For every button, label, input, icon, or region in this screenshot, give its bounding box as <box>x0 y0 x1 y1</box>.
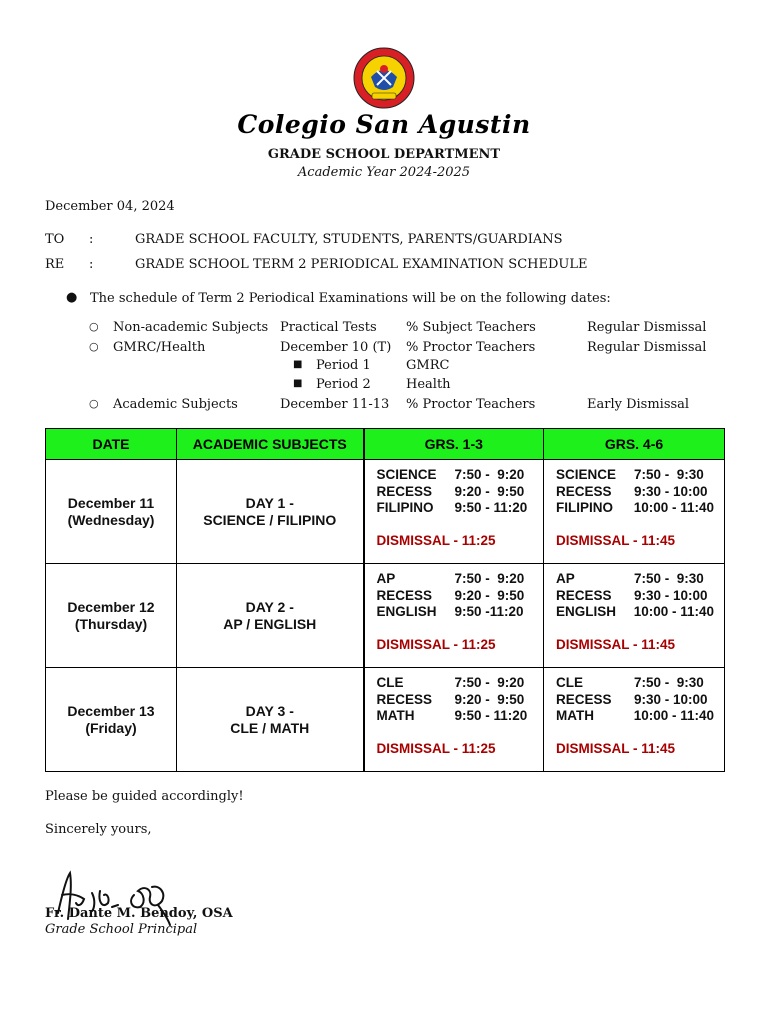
time-row <box>377 604 534 621</box>
time-range: 7:50 - 9:20 <box>454 571 525 586</box>
circle-bullet-icon: ○ <box>89 320 99 333</box>
table-row <box>46 668 725 772</box>
item-subject: Non-academic Subjects <box>113 320 269 335</box>
signer-title: Grade School Principal <box>45 922 198 937</box>
time-row <box>377 675 534 692</box>
time-range: 9:20 - 9:50 <box>454 691 525 707</box>
signer-name: Fr. Dante M. Bendoy, OSA <box>45 906 233 921</box>
time-row <box>377 484 534 501</box>
to-separator: : <box>89 232 94 247</box>
time-range: 7:50 - 9:30 <box>634 467 704 482</box>
time-range: 7:50 - 9:30 <box>634 675 704 690</box>
dismissal-time: DISMISSAL - 11:45 <box>556 740 676 756</box>
time-range: 9:50 - 11:20 <box>454 500 528 515</box>
time-range: 9:50 - 11:20 <box>454 708 528 723</box>
time-row <box>556 500 714 517</box>
time-subject: AP <box>376 571 396 586</box>
period-subject: GMRC <box>406 358 450 373</box>
time-subject: RECESS <box>556 587 612 603</box>
subject-cell <box>177 460 364 564</box>
item-when: December 11-13 <box>280 397 390 412</box>
memo-date: December 04, 2024 <box>45 199 175 214</box>
item-subject: Academic Subjects <box>113 397 238 412</box>
time-range: 9:30 - 10:00 <box>634 483 708 499</box>
dismissal-time: DISMISSAL - 11:25 <box>376 740 496 756</box>
item-dismissal: Regular Dismissal <box>587 340 707 355</box>
subjects-line: SCIENCE / FILIPINO <box>203 511 337 528</box>
dismissal-time: DISMISSAL - 11:25 <box>376 636 496 652</box>
department-name: GRADE SCHOOL DEPARTMENT <box>267 147 501 162</box>
item-when: December 10 (T) <box>280 340 392 355</box>
time-subject: MATH <box>556 708 594 723</box>
grades-4-6-cell <box>544 668 725 772</box>
date-cell <box>46 460 177 564</box>
grades-4-6-cell <box>544 564 725 668</box>
time-subject: ENGLISH <box>376 604 437 619</box>
subjects-line: CLE / MATH <box>230 719 310 736</box>
weekday-line: (Friday) <box>85 719 137 736</box>
time-subject: CLE <box>556 675 583 690</box>
school-seal-logo <box>353 47 415 109</box>
item-who: % Proctor Teachers <box>406 340 536 355</box>
square-bullet-icon: ■ <box>293 359 303 370</box>
time-row <box>556 484 714 501</box>
time-row <box>377 588 534 605</box>
grades-1-3-cell <box>364 564 544 668</box>
time-row <box>377 692 534 709</box>
time-subject: RECESS <box>376 587 433 603</box>
grades-1-3-cell <box>364 668 544 772</box>
grades-1-3-cell <box>364 460 544 564</box>
re-separator: : <box>89 257 94 272</box>
time-subject: AP <box>556 571 575 586</box>
bullet-icon: ● <box>66 290 78 305</box>
time-row <box>556 588 714 605</box>
table-row <box>46 564 725 668</box>
table-row <box>46 460 725 564</box>
circle-bullet-icon: ○ <box>89 340 99 353</box>
time-subject: ENGLISH <box>556 604 617 619</box>
time-row <box>556 708 714 725</box>
time-row <box>556 692 714 709</box>
time-range: 7:50 - 9:20 <box>454 675 525 690</box>
time-row <box>377 571 534 588</box>
time-row <box>556 467 714 484</box>
header-grades-4-6: GRS. 4-6 <box>544 429 725 460</box>
day-line: DAY 3 - <box>245 702 294 719</box>
item-who: % Proctor Teachers <box>406 397 536 412</box>
time-range: 9:20 - 9:50 <box>454 483 525 499</box>
to-label: TO <box>45 232 65 247</box>
date-line: December 13 <box>67 702 155 719</box>
exam-schedule-table <box>45 428 725 772</box>
dismissal-time: DISMISSAL - 11:45 <box>556 532 676 548</box>
to-value: GRADE SCHOOL FACULTY, STUDENTS, PARENTS/GUARDIANS <box>135 232 563 247</box>
item-dismissal: Early Dismissal <box>587 397 690 412</box>
square-bullet-icon: ■ <box>293 378 303 389</box>
header-grades-1-3: GRS. 1-3 <box>364 429 544 460</box>
dismissal-time: DISMISSAL - 11:25 <box>376 532 496 548</box>
time-range: 9:30 - 10:00 <box>634 587 708 603</box>
time-subject: SCIENCE <box>556 467 617 482</box>
time-range: 9:30 - 10:00 <box>634 691 708 707</box>
time-row <box>556 675 714 692</box>
day-line: DAY 2 - <box>245 598 294 615</box>
time-range: 9:50 -11:20 <box>454 604 524 619</box>
school-name: Colegio San Agustin <box>237 110 531 139</box>
time-range: 7:50 - 9:20 <box>454 467 525 482</box>
time-range: 10:00 - 11:40 <box>633 500 714 515</box>
time-subject: SCIENCE <box>376 467 437 482</box>
time-row <box>377 500 534 517</box>
time-range: 10:00 - 11:40 <box>633 708 714 723</box>
period-label: Period 2 <box>316 377 371 392</box>
item-dismissal: Regular Dismissal <box>587 320 707 335</box>
date-cell <box>46 668 177 772</box>
time-row <box>556 571 714 588</box>
subjects-line: AP / ENGLISH <box>223 615 317 632</box>
grades-4-6-cell <box>544 460 725 564</box>
closing-salutation: Sincerely yours, <box>45 822 152 837</box>
date-line: December 11 <box>67 494 155 511</box>
subject-cell <box>177 564 364 668</box>
item-subject: GMRC/Health <box>113 340 206 355</box>
time-subject: RECESS <box>376 483 433 499</box>
time-subject: RECESS <box>376 691 433 707</box>
item-when: Practical Tests <box>280 320 377 335</box>
time-range: 10:00 - 11:40 <box>633 604 714 619</box>
date-cell <box>46 564 177 668</box>
time-subject: RECESS <box>556 691 612 707</box>
dismissal-time: DISMISSAL - 11:45 <box>556 636 676 652</box>
time-row <box>377 467 534 484</box>
weekday-line: (Thursday) <box>74 615 148 632</box>
time-range: 7:50 - 9:30 <box>634 571 704 586</box>
re-value: GRADE SCHOOL TERM 2 PERIODICAL EXAMINATION SCHEDULE <box>135 257 588 272</box>
header-date: DATE <box>46 429 177 460</box>
period-subject: Health <box>406 377 451 392</box>
circle-bullet-icon: ○ <box>89 397 99 410</box>
time-row <box>377 708 534 725</box>
guided-note: Please be guided accordingly! <box>45 789 244 804</box>
time-range: 9:20 - 9:50 <box>454 587 525 603</box>
weekday-line: (Wednesday) <box>67 511 155 528</box>
time-subject: CLE <box>376 675 404 690</box>
intro-text: The schedule of Term 2 Periodical Examinations will be on the following dates: <box>90 291 611 306</box>
date-line: December 12 <box>67 598 155 615</box>
re-label: RE <box>45 257 65 272</box>
time-row <box>556 604 714 621</box>
time-subject: MATH <box>376 708 415 723</box>
table-header-row <box>46 429 725 460</box>
academic-year: Academic Year 2024-2025 <box>297 165 471 180</box>
time-subject: RECESS <box>556 483 612 499</box>
time-subject: FILIPINO <box>376 500 434 515</box>
subject-cell <box>177 668 364 772</box>
day-line: DAY 1 - <box>245 494 294 511</box>
header-academic-subjects: ACADEMIC SUBJECTS <box>177 429 364 460</box>
item-who: % Subject Teachers <box>406 320 536 335</box>
period-label: Period 1 <box>316 358 371 373</box>
time-subject: FILIPINO <box>556 500 613 515</box>
